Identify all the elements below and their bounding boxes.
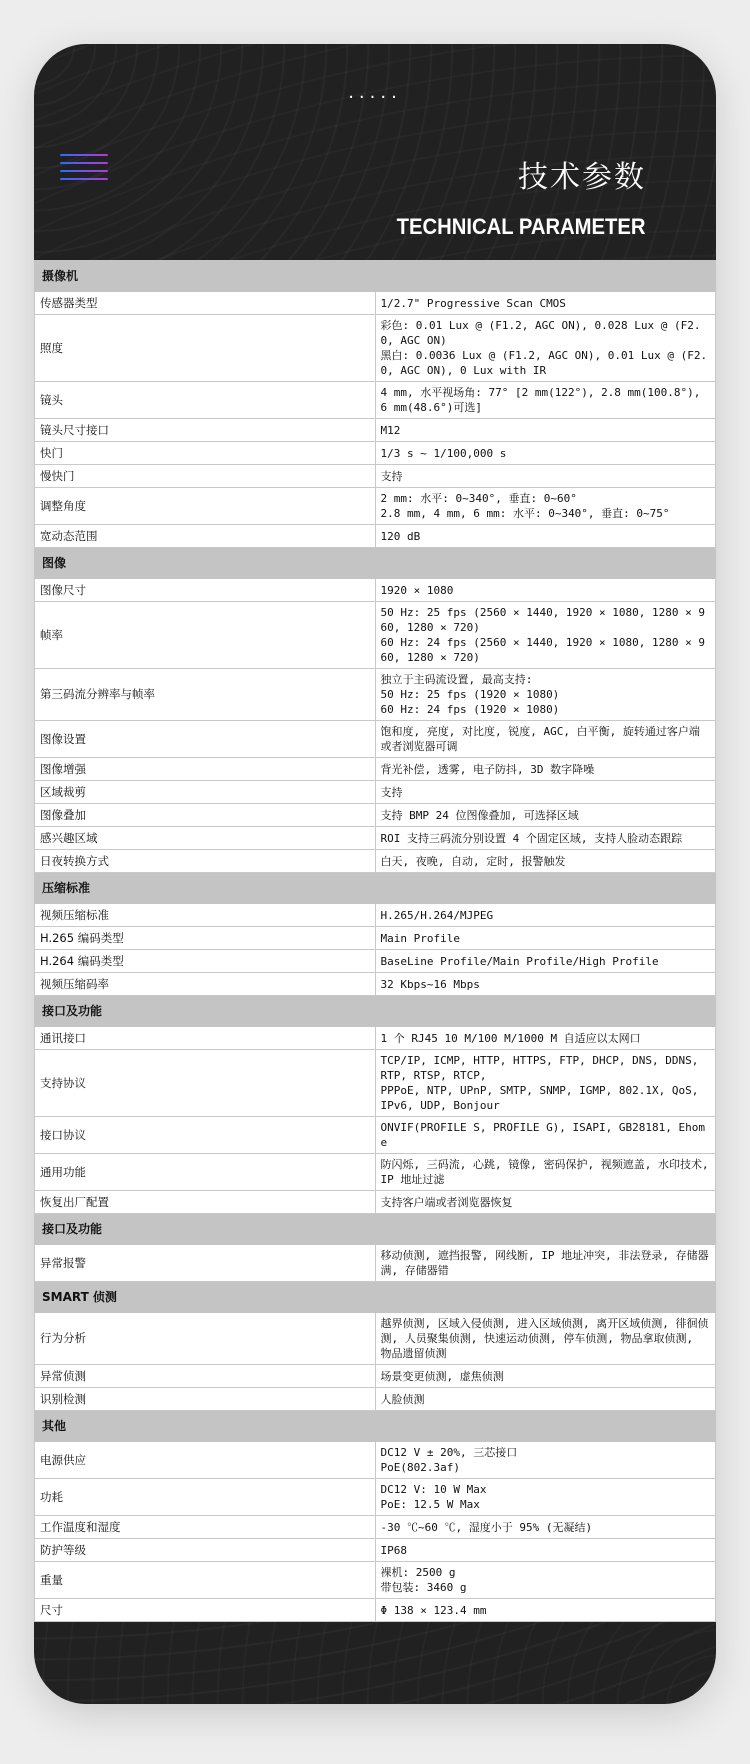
table-row [35, 315, 716, 382]
table-row [35, 850, 716, 873]
section-title: 图像 [35, 548, 716, 579]
param-value-line: 白天, 夜晚, 自动, 定时, 报警触发 [380, 854, 566, 868]
spec-table-container [34, 260, 716, 1622]
param-value-line: M12 [380, 423, 401, 437]
menu-icon-line [60, 154, 108, 156]
param-value-line: 支持 [380, 469, 403, 483]
param-value-line: PoE: 12.5 W Max [380, 1498, 480, 1511]
table-row [35, 1027, 716, 1050]
param-name: 图像增强 [35, 758, 376, 781]
param-value [375, 382, 716, 419]
param-value [375, 602, 716, 669]
section-header-row [35, 1282, 716, 1313]
param-value [375, 827, 716, 850]
param-value [375, 1191, 716, 1214]
param-name: 帧率 [35, 602, 376, 669]
param-value-line: 50 Hz: 25 fps (1920 × 1080) [380, 688, 560, 701]
table-row [35, 1539, 716, 1562]
spec-table [34, 260, 716, 1622]
param-value-line: 防闪烁, 三码流, 心跳, 镜像, 密码保护, 视频遮盖, 水印技术, IP 地址过滤 [380, 1158, 709, 1186]
param-name: 镜头尺寸接口 [35, 419, 376, 442]
table-row [35, 758, 716, 781]
param-value [375, 850, 716, 873]
param-value [375, 1313, 716, 1365]
table-row [35, 973, 716, 996]
param-value-line: -30 ℃~60 ℃, 湿度小于 95% (无凝结) [380, 1520, 593, 1534]
table-row [35, 804, 716, 827]
section-header-row [35, 873, 716, 904]
param-name: 快门 [35, 442, 376, 465]
param-value [375, 1388, 716, 1411]
param-value-line: 50 Hz: 25 fps (2560 × 1440, 1920 × 1080, 1280 × 960, 1280 × 720) [380, 606, 706, 634]
param-value-line: 1/2.7" Progressive Scan CMOS [380, 296, 566, 310]
menu-icon-line [60, 178, 108, 180]
param-value-line: ROI 支持三码流分别设置 4 个固定区域, 支持人脸动态跟踪 [380, 831, 683, 845]
param-value-line: 1920 × 1080 [380, 583, 454, 597]
param-value-line: Φ 138 × 123.4 mm [380, 1603, 487, 1617]
table-row [35, 602, 716, 669]
param-value [375, 465, 716, 488]
param-value [375, 950, 716, 973]
table-row [35, 827, 716, 850]
param-value [375, 1365, 716, 1388]
param-value [375, 1442, 716, 1479]
table-row [35, 1313, 716, 1365]
table-row [35, 1154, 716, 1191]
param-name: 宽动态范围 [35, 525, 376, 548]
param-value-line: 2.8 mm, 4 mm, 6 mm: 水平: 0~340°, 垂直: 0~75° [380, 507, 670, 520]
param-name: 工作温度和湿度 [35, 1516, 376, 1539]
section-header-row [35, 261, 716, 292]
param-name: 日夜转换方式 [35, 850, 376, 873]
table-row [35, 669, 716, 721]
table-row [35, 1599, 716, 1622]
param-value [375, 1479, 716, 1516]
param-value-line: 黑白: 0.0036 Lux @ (F1.2, AGC ON), 0.01 Lux @ (F2.0, AGC ON), 0 Lux with IR [380, 349, 708, 377]
section-title: 摄像机 [35, 261, 716, 292]
table-row [35, 1442, 716, 1479]
section-title: 压缩标准 [35, 873, 716, 904]
table-row [35, 1117, 716, 1154]
param-value-line: 4 mm, 水平视场角: 77° [2 mm(122°), 2.8 mm(100.8°), 6 mm(48.6°)可选] [380, 386, 701, 414]
param-value [375, 442, 716, 465]
param-name: 图像设置 [35, 721, 376, 758]
spec-card [34, 44, 716, 1704]
param-name: 防护等级 [35, 1539, 376, 1562]
param-name: 图像尺寸 [35, 579, 376, 602]
param-value [375, 927, 716, 950]
param-value [375, 1562, 716, 1599]
table-row [35, 950, 716, 973]
param-name: 重量 [35, 1562, 376, 1599]
section-header-row [35, 1214, 716, 1245]
param-value-line: 1 个 RJ45 10 M/100 M/1000 M 自适应以太网口 [380, 1031, 641, 1045]
param-value-line: IP68 [380, 1543, 407, 1557]
section-title: 接口及功能 [35, 996, 716, 1027]
table-row [35, 1245, 716, 1282]
param-value [375, 1599, 716, 1622]
table-row [35, 1516, 716, 1539]
param-value-line: PPPoE, NTP, UPnP, SMTP, SNMP, IGMP, 802.1X, QoS, IPv6, UDP, Bonjour [380, 1084, 699, 1112]
param-value-line: 60 Hz: 24 fps (1920 × 1080) [380, 703, 560, 716]
param-value [375, 525, 716, 548]
section-header-row [35, 1411, 716, 1442]
table-row [35, 525, 716, 548]
param-value [375, 292, 716, 315]
param-value-line: 越界侦测, 区域入侵侦测, 进入区域侦测, 离开区域侦测, 徘徊侦测, 人员聚集侦测, 快速运动侦测, 停车侦测, 物品拿取侦测, 物品遗留侦测 [380, 1317, 709, 1360]
param-name: 异常报警 [35, 1245, 376, 1282]
param-value-line: 裸机: 2500 g [380, 1566, 456, 1579]
param-name: 通用功能 [35, 1154, 376, 1191]
param-value [375, 1154, 716, 1191]
table-row [35, 382, 716, 419]
param-value-line: 32 Kbps~16 Mbps [380, 977, 480, 991]
table-row [35, 1191, 716, 1214]
param-value [375, 669, 716, 721]
param-name: 行为分析 [35, 1313, 376, 1365]
param-name: 功耗 [35, 1479, 376, 1516]
param-name: 照度 [35, 315, 376, 382]
param-value-line: 支持 BMP 24 位图像叠加, 可选择区域 [380, 808, 579, 822]
param-value-line: TCP/IP, ICMP, HTTP, HTTPS, FTP, DHCP, DNS, DDNS, RTP, RTSP, RTCP, [380, 1054, 699, 1082]
table-row [35, 1050, 716, 1117]
param-value-line: 1/3 s ~ 1/100,000 s [380, 446, 507, 460]
param-value-line: ONVIF(PROFILE S, PROFILE G), ISAPI, GB28181, Ehome [380, 1121, 706, 1149]
param-value-line: 场景变更侦测, 虚焦侦测 [380, 1369, 504, 1383]
param-name: 传感器类型 [35, 292, 376, 315]
table-row [35, 904, 716, 927]
param-value-line: 移动侦测, 遮挡报警, 网线断, IP 地址冲突, 非法登录, 存储器满, 存储器错 [380, 1249, 709, 1277]
param-value-line: 彩色: 0.01 Lux @ (F1.2, AGC ON), 0.028 Lux @ (F2.0, AGC ON) [380, 319, 701, 347]
section-title: 其他 [35, 1411, 716, 1442]
param-value [375, 1516, 716, 1539]
table-row [35, 488, 716, 525]
table-row [35, 1365, 716, 1388]
param-name: 接口协议 [35, 1117, 376, 1154]
param-value-line: 支持 [380, 785, 403, 799]
param-value-line: 人脸侦测 [380, 1392, 425, 1406]
table-row [35, 927, 716, 950]
param-value-line: BaseLine Profile/Main Profile/High Profile [380, 954, 659, 968]
menu-icon-line [60, 162, 108, 164]
table-row [35, 419, 716, 442]
param-name: 第三码流分辨率与帧率 [35, 669, 376, 721]
param-name: 视频压缩标准 [35, 904, 376, 927]
param-value [375, 904, 716, 927]
param-value-line: H.265/H.264/MJPEG [380, 908, 494, 922]
param-name: 异常侦测 [35, 1365, 376, 1388]
table-row [35, 721, 716, 758]
table-row [35, 781, 716, 804]
param-value [375, 1050, 716, 1117]
param-name: 图像叠加 [35, 804, 376, 827]
section-title: 接口及功能 [35, 1214, 716, 1245]
table-row [35, 579, 716, 602]
param-value [375, 781, 716, 804]
section-header-row [35, 996, 716, 1027]
param-value [375, 1027, 716, 1050]
param-name: 调整角度 [35, 488, 376, 525]
table-row [35, 465, 716, 488]
param-name: H.264 编码类型 [35, 950, 376, 973]
param-value [375, 721, 716, 758]
param-value-line: 2 mm: 水平: 0~340°, 垂直: 0~60° [380, 492, 577, 505]
menu-icon-line [60, 170, 108, 172]
param-value [375, 419, 716, 442]
page-subtitle: TECHNICAL PARAMETER [397, 214, 646, 239]
page-title: 技术参数 [518, 160, 646, 195]
param-name: 慢快门 [35, 465, 376, 488]
param-name: H.265 编码类型 [35, 927, 376, 950]
section-header-row [35, 548, 716, 579]
table-row [35, 442, 716, 465]
param-value-line: DC12 V: 10 W Max [380, 1483, 487, 1496]
param-value [375, 488, 716, 525]
param-value-line: 背光补偿, 透雾, 电子防抖, 3D 数字降噪 [380, 762, 595, 776]
param-value-line: DC12 V ± 20%, 三芯接口 [380, 1446, 518, 1459]
param-name: 识别检测 [35, 1388, 376, 1411]
param-name: 镜头 [35, 382, 376, 419]
param-value [375, 758, 716, 781]
param-name: 通讯接口 [35, 1027, 376, 1050]
param-value-line: 饱和度, 亮度, 对比度, 锐度, AGC, 白平衡, 旋转通过客户端或者浏览器可调 [380, 725, 700, 753]
param-value-line: 120 dB [380, 529, 421, 543]
param-value-line: 支持客户端或者浏览器恢复 [380, 1195, 513, 1209]
param-value-line: 独立于主码流设置, 最高支持: [380, 673, 533, 686]
page-indicator-dots: ..... [348, 82, 402, 103]
param-value [375, 973, 716, 996]
param-value-line: 带包装: 3460 g [380, 1581, 467, 1594]
param-name: 恢复出厂配置 [35, 1191, 376, 1214]
param-name: 尺寸 [35, 1599, 376, 1622]
param-value [375, 1245, 716, 1282]
table-row [35, 1562, 716, 1599]
section-title: SMART 侦测 [35, 1282, 716, 1313]
param-value [375, 315, 716, 382]
param-name: 视频压缩码率 [35, 973, 376, 996]
table-row [35, 1388, 716, 1411]
param-name: 感兴趣区域 [35, 827, 376, 850]
param-name: 区域裁剪 [35, 781, 376, 804]
param-value [375, 804, 716, 827]
param-value [375, 579, 716, 602]
menu-icon[interactable] [60, 154, 108, 182]
param-name: 支持协议 [35, 1050, 376, 1117]
table-row [35, 292, 716, 315]
param-value-line: Main Profile [380, 931, 460, 945]
param-value-line: PoE(802.3af) [380, 1461, 460, 1474]
param-name: 电源供应 [35, 1442, 376, 1479]
param-value-line: 60 Hz: 24 fps (2560 × 1440, 1920 × 1080, 1280 × 960, 1280 × 720) [380, 636, 706, 664]
param-value [375, 1117, 716, 1154]
table-row [35, 1479, 716, 1516]
param-value [375, 1539, 716, 1562]
